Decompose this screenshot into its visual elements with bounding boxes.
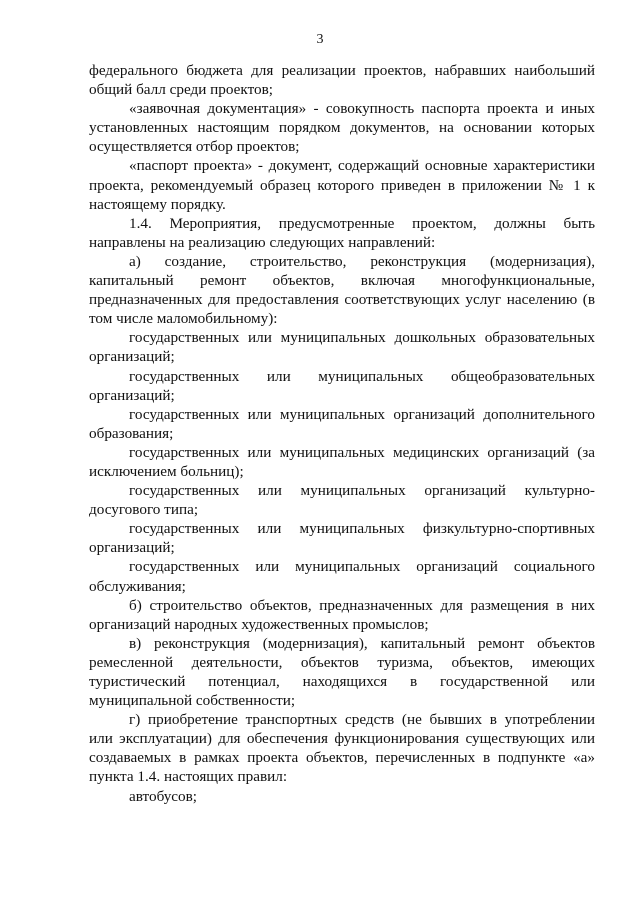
paragraph: в) реконструкция (модернизация), капитальный ремонт объектов ремесленной деятельности, объектов туризма, объектов, имеющих туристический потенциал, находящихся в государственной или муниципальной собственности; [89, 634, 595, 710]
paragraph: «заявочная документация» - совокупность паспорта проекта и иных установленных настоящим порядком документов, на основании которых осуществляется отбор проектов; [89, 100, 595, 156]
document-body [89, 61, 595, 806]
paragraph: автобусов; [129, 787, 198, 805]
paragraph: а) создание, строительство, реконструкция (модернизация), капитальный ремонт объектов, включая многофункциональные, предназначенных для предоставления соответствующих услуг населению (в том числе маломобильному): [89, 252, 595, 328]
paragraph: б) строительство объектов, предназначенных для размещения в них организаций народных художественных промыслов; [89, 596, 595, 633]
paragraph: федерального бюджета для реализации проектов, набравших наибольший общий балл среди проектов; [89, 62, 595, 99]
paragraph: государственных или муниципальных организаций культурно-досугового типа; [89, 482, 595, 519]
paragraph: государственных или муниципальных общеобразовательных организаций; [89, 367, 595, 404]
paragraph: государственных или муниципальных медицинских организаций (за исключением больниц); [89, 443, 595, 480]
paragraph: государственных или муниципальных организаций дополнительного образования; [89, 405, 595, 442]
paragraph: государственных или муниципальных физкультурно-спортивных организаций; [89, 520, 595, 557]
paragraph: «паспорт проекта» - документ, содержащий основные характеристики проекта, рекомендуемый образец которого приведен в приложении № 1 к настоящему порядку. [89, 157, 595, 213]
paragraph: г) приобретение транспортных средств (не бывших в употреблении или эксплуатации) для обеспечения функционирования существующих или создаваемых в рамках проекта объектов, перечисленных в подпункте «а» пункта 1.4. настоящих правил: [89, 711, 595, 786]
paragraph: 1.4. Мероприятия, предусмотренные проектом, должны быть направлены на реализацию следующих направлений: [89, 214, 595, 251]
page-number: 3 [316, 32, 324, 47]
paragraph: государственных или муниципальных организаций социального обслуживания; [89, 558, 595, 595]
paragraph: государственных или муниципальных дошкольных образовательных организаций; [89, 329, 595, 366]
